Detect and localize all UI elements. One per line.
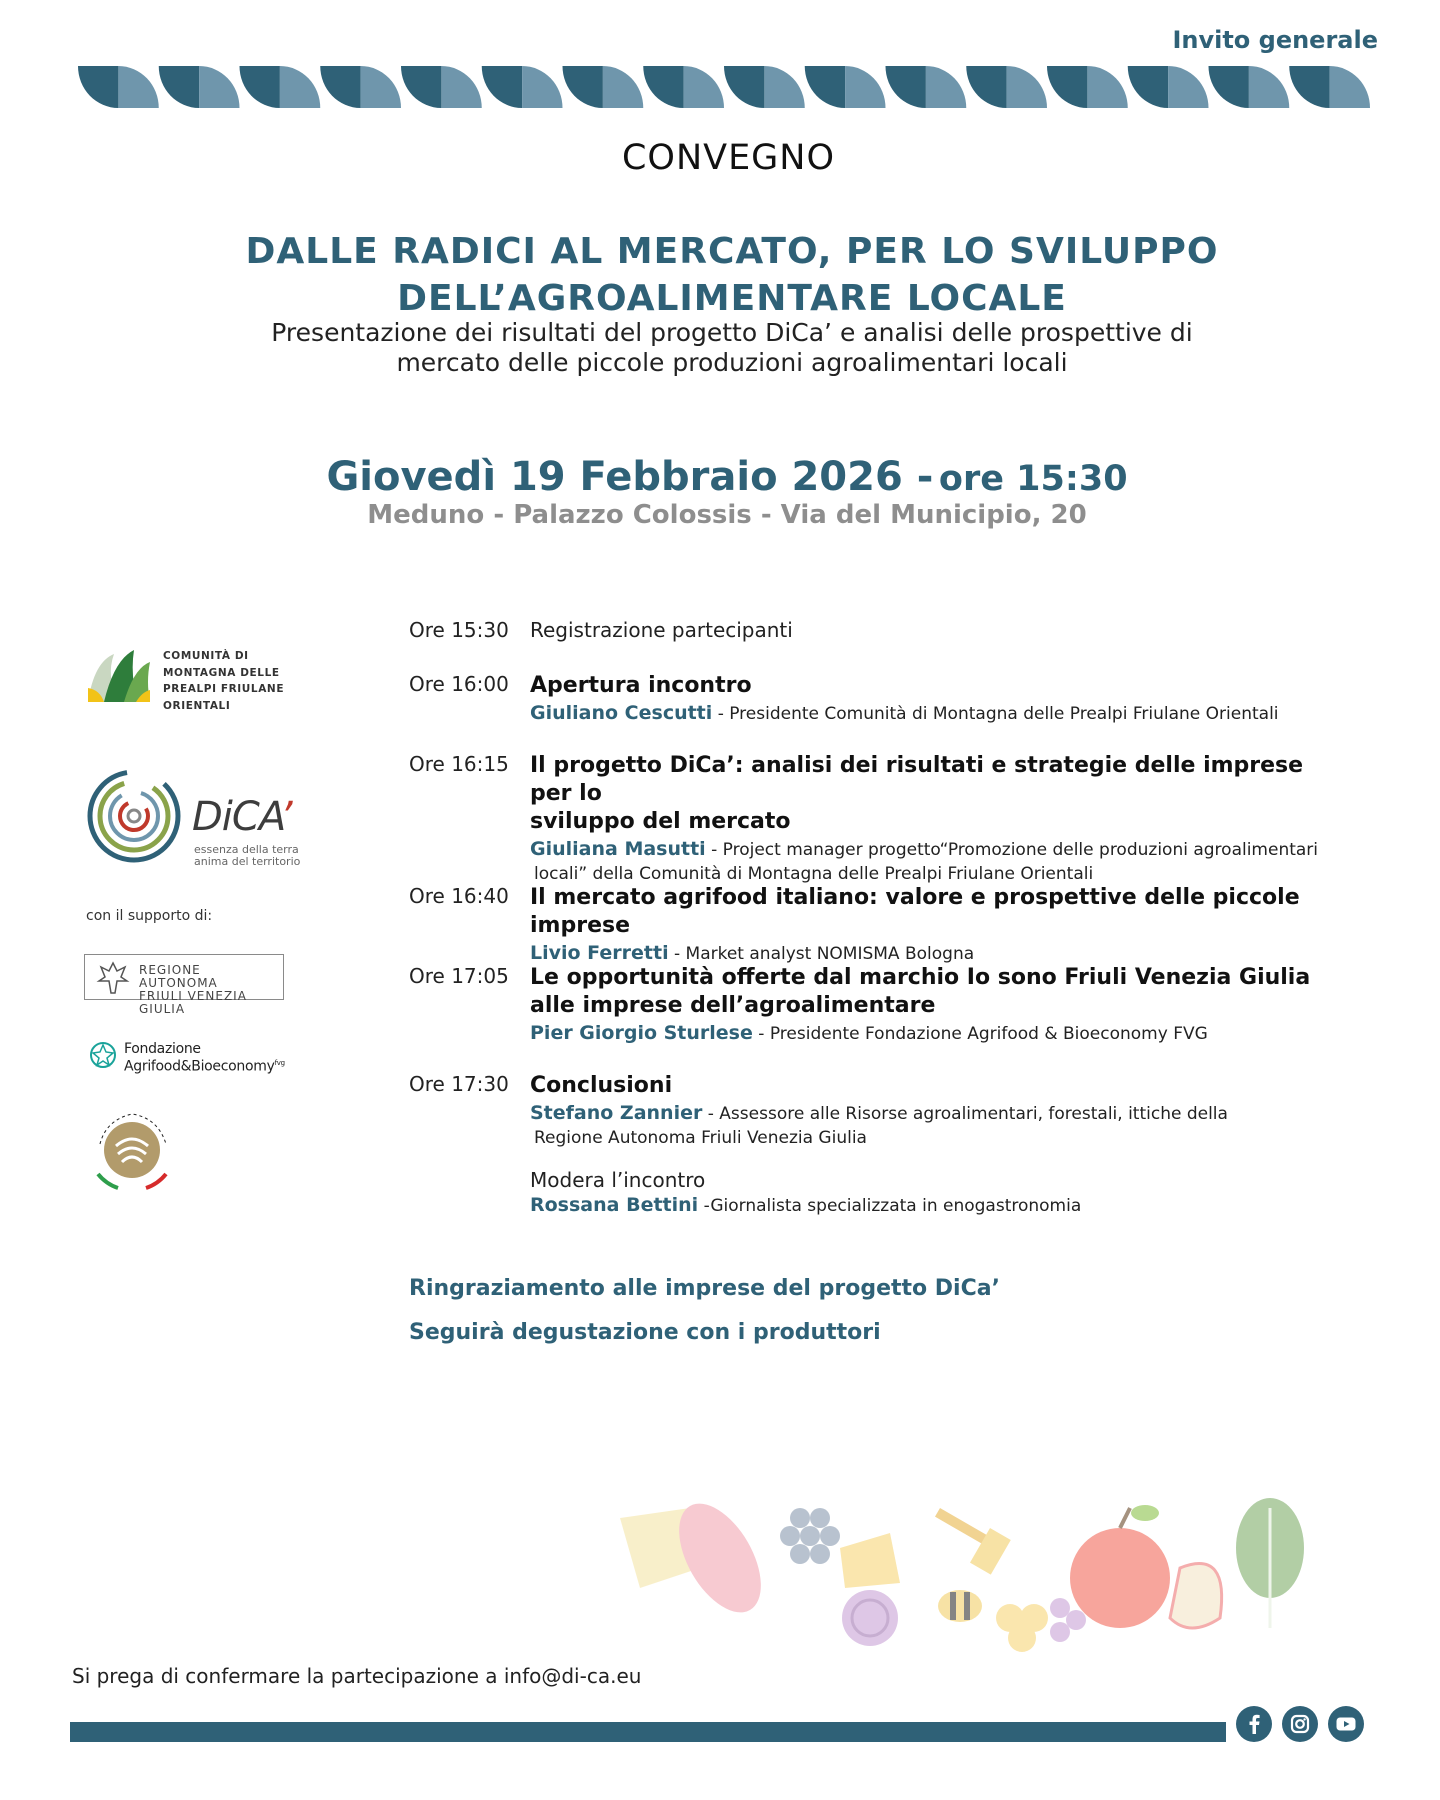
- moderator-role: -Giornalista specializzata in enogastronomia: [703, 1196, 1082, 1216]
- regione-fvg-logo: [84, 954, 284, 1016]
- comunita-logo-line: PREALPI FRIULANE: [163, 683, 285, 695]
- scallop-shape: [805, 66, 845, 108]
- scallop-shape: [522, 66, 562, 108]
- scallop-shape: [603, 66, 643, 108]
- slot-time: Ore 17:30: [409, 1072, 509, 1096]
- scallop-shape: [320, 66, 360, 108]
- fondazione-logo-text: [124, 1042, 285, 1074]
- event-title-line2: DELL’AGROALIMENTARE LOCALE: [397, 278, 1067, 319]
- youtube-icon[interactable]: [1328, 1706, 1364, 1742]
- rsvp-note: Si prega di confermare la partecipazione a info@di-ca.eu: [72, 1664, 642, 1688]
- slot-content: [530, 752, 1349, 886]
- scallop-shape: [280, 66, 320, 108]
- scallop-shape: [199, 66, 239, 108]
- slot-title-line2: alle imprese dell’agroalimentare: [530, 993, 936, 1018]
- io-sono-fvg-seal-icon: [86, 1104, 178, 1196]
- scallop-shape: [482, 66, 522, 108]
- slot-content: [530, 964, 1349, 1047]
- scallop-shape: [1209, 66, 1249, 108]
- regione-logo-line: FRIULI VENEZIA GIULIA: [139, 989, 247, 1016]
- event-subtitle: [0, 318, 1440, 378]
- dica-spiral-icon: [86, 764, 186, 868]
- slot-time: Ore 16:40: [409, 884, 509, 908]
- dica-tagline-line: essenza della terra: [194, 843, 299, 856]
- dica-wordmark-accent: ’: [279, 794, 292, 840]
- event-date-time: [0, 454, 1440, 500]
- scallop-shape: [441, 66, 481, 108]
- fondazione-logo-line: Agrifood&Bioeconomy: [124, 1058, 275, 1075]
- scallop-shape: [966, 66, 1006, 108]
- instagram-icon[interactable]: [1282, 1706, 1318, 1742]
- comunita-logo-text: [163, 648, 284, 714]
- slot-time: Ore 16:00: [409, 672, 509, 696]
- fondazione-logo-sup: fvg: [274, 1059, 285, 1067]
- bee-icon: [938, 1590, 982, 1622]
- scallop-shape: [1007, 66, 1047, 108]
- decorative-scallop-border: [78, 66, 1370, 108]
- speaker-role: - Presidente Fondazione Agrifood & Bioeconomy FVG: [758, 1024, 1208, 1044]
- slot-title: Conclusioni: [530, 1073, 673, 1098]
- slot-speaker: [530, 836, 1349, 863]
- event-date: Giovedì 19 Febbraio 2026 -: [326, 454, 934, 500]
- slot-content: [530, 672, 1349, 727]
- event-kind: CONVEGNO: [621, 138, 836, 178]
- scallop-shape: [240, 66, 280, 108]
- onion-icon: [842, 1590, 898, 1646]
- comunita-logo-line: ORIENTALI: [163, 699, 231, 712]
- speaker-role: - Presidente Comunità di Montagna delle Prealpi Friulane Orientali: [717, 704, 1279, 724]
- scallop-shape: [159, 66, 199, 108]
- dica-wordmark-text: DiCA: [192, 794, 280, 840]
- scallop-shape: [401, 66, 441, 108]
- speaker-name: Livio Ferretti: [530, 942, 669, 964]
- support-label: con il supporto di:: [86, 908, 213, 924]
- scallop-shape: [361, 66, 401, 108]
- scallop-shape: [1168, 66, 1208, 108]
- scallop-shape: [764, 66, 804, 108]
- speaker-name: Pier Giorgio Sturlese: [530, 1022, 753, 1044]
- slot-time: Ore 15:30: [409, 618, 509, 642]
- dica-wordmark: [192, 794, 292, 840]
- slot-title-line1: Le opportunità offerte dal marchio Io sono Friuli Venezia Giulia: [530, 965, 1311, 990]
- moderator-line: [530, 1192, 1349, 1219]
- scallop-shape: [1047, 66, 1087, 108]
- scallop-shape: [845, 66, 885, 108]
- scallop-shape: [78, 66, 118, 108]
- eagle-icon: [93, 957, 133, 997]
- slot-time: Ore 17:05: [409, 964, 509, 988]
- speaker-role: - Project manager progetto“Promozione delle produzioni agroalimentari: [711, 840, 1319, 860]
- slot-content: [530, 618, 1349, 642]
- slot-speaker: [530, 1020, 1349, 1047]
- slot-title: Apertura incontro: [530, 673, 752, 698]
- scallop-shape: [1128, 66, 1168, 108]
- speaker-role: - Assessore alle Risorse agroalimentari, forestali, ittiche della: [707, 1104, 1228, 1124]
- fondazione-agrifood-logo: [88, 1040, 298, 1076]
- scallop-shape: [1330, 66, 1370, 108]
- comunita-logo-line: COMUNITÀ DI: [163, 650, 249, 662]
- apple-slice-icon: [1170, 1564, 1222, 1628]
- scallop-shape: [926, 66, 966, 108]
- event-title-line1: DALLE RADICI AL MERCATO, PER LO SVILUPPO: [245, 231, 1219, 272]
- scallop-shape: [1087, 66, 1127, 108]
- invite-label: Invito generale: [1172, 26, 1378, 54]
- apple-icon: [1070, 1505, 1170, 1628]
- slot-title-line1: Il progetto DiCa’: analisi dei risultati e strategie delle imprese per lo: [530, 753, 1304, 806]
- dica-logo: [86, 764, 326, 868]
- speaker-name: Stefano Zannier: [530, 1102, 703, 1124]
- slot-time: Ore 16:15: [409, 752, 509, 776]
- scallop-shape: [563, 66, 603, 108]
- scallop-shape: [643, 66, 683, 108]
- event-subtitle-line2: mercato delle piccole produzioni agroalimentari locali: [396, 348, 1068, 377]
- mountain-leaf-icon: [84, 642, 154, 710]
- speaker-role: - Market analyst NOMISMA Bologna: [674, 944, 975, 964]
- fondazione-logo-line: Fondazione: [124, 1041, 201, 1057]
- event-time: ore 15:30: [938, 459, 1128, 499]
- moderator-name: Rossana Bettini: [530, 1194, 699, 1216]
- speaker-name: Giuliano Cescutti: [530, 702, 713, 724]
- spinach-leaf-icon: [1236, 1498, 1304, 1628]
- speaker-name: Giuliana Masutti: [530, 838, 706, 860]
- slot-title: Registrazione partecipanti: [530, 618, 793, 642]
- scallop-shape: [886, 66, 926, 108]
- tasting-note: Seguirà degustazione con i produttori: [409, 1320, 881, 1345]
- speaker-role-continued: Regione Autonoma Friuli Venezia Giulia: [534, 1128, 867, 1148]
- slot-content: [530, 1072, 1349, 1219]
- moderator-label: Modera l’incontro: [530, 1168, 706, 1192]
- slot-title: Il mercato agrifood italiano: valore e prospettive delle piccole imprese: [530, 885, 1300, 938]
- footer-bar: [70, 1722, 1226, 1742]
- facebook-icon[interactable]: [1236, 1706, 1272, 1742]
- cheese-wedge-icon: [840, 1533, 900, 1588]
- honeycomb-icon: [996, 1604, 1048, 1652]
- thanks-note: Ringraziamento alle imprese del progetto DiCa’: [409, 1276, 1000, 1301]
- comunita-logo-line: MONTAGNA DELLE: [163, 666, 280, 679]
- speaker-role-continued: locali” della Comunità di Montagna delle Prealpi Friulane Orientali: [534, 864, 1094, 884]
- comunita-montagna-logo: [84, 642, 304, 712]
- slot-content: [530, 884, 1349, 967]
- scallop-shape: [684, 66, 724, 108]
- grapes-icon: [780, 1508, 840, 1564]
- scallop-shape: [724, 66, 764, 108]
- scallop-shape: [1289, 66, 1329, 108]
- event-subtitle-line1: Presentazione dei risultati del progetto DiCa’ e analisi delle prospettive di: [271, 318, 1193, 347]
- event-venue: Meduno - Palazzo Colossis - Via del Municipio, 20: [367, 500, 1087, 530]
- flower-icon: [88, 1040, 118, 1070]
- scallop-shape: [118, 66, 158, 108]
- slot-speaker: [530, 940, 1349, 967]
- regione-logo-text: [139, 964, 283, 1016]
- regione-logo-line: REGIONE AUTONOMA: [139, 963, 218, 990]
- dica-tagline-line: anima del territorio: [194, 855, 301, 868]
- food-illustration: [610, 1488, 1310, 1658]
- event-title: [0, 228, 1440, 322]
- io-sono-fvg-logo: [86, 1104, 178, 1196]
- scallop-shape: [1249, 66, 1289, 108]
- slot-speaker: [530, 1100, 1349, 1127]
- honey-dipper-icon: [935, 1508, 1011, 1575]
- slot-title-line2: sviluppo del mercato: [530, 809, 791, 834]
- dica-tagline: [194, 844, 300, 868]
- slot-speaker: [530, 700, 1349, 727]
